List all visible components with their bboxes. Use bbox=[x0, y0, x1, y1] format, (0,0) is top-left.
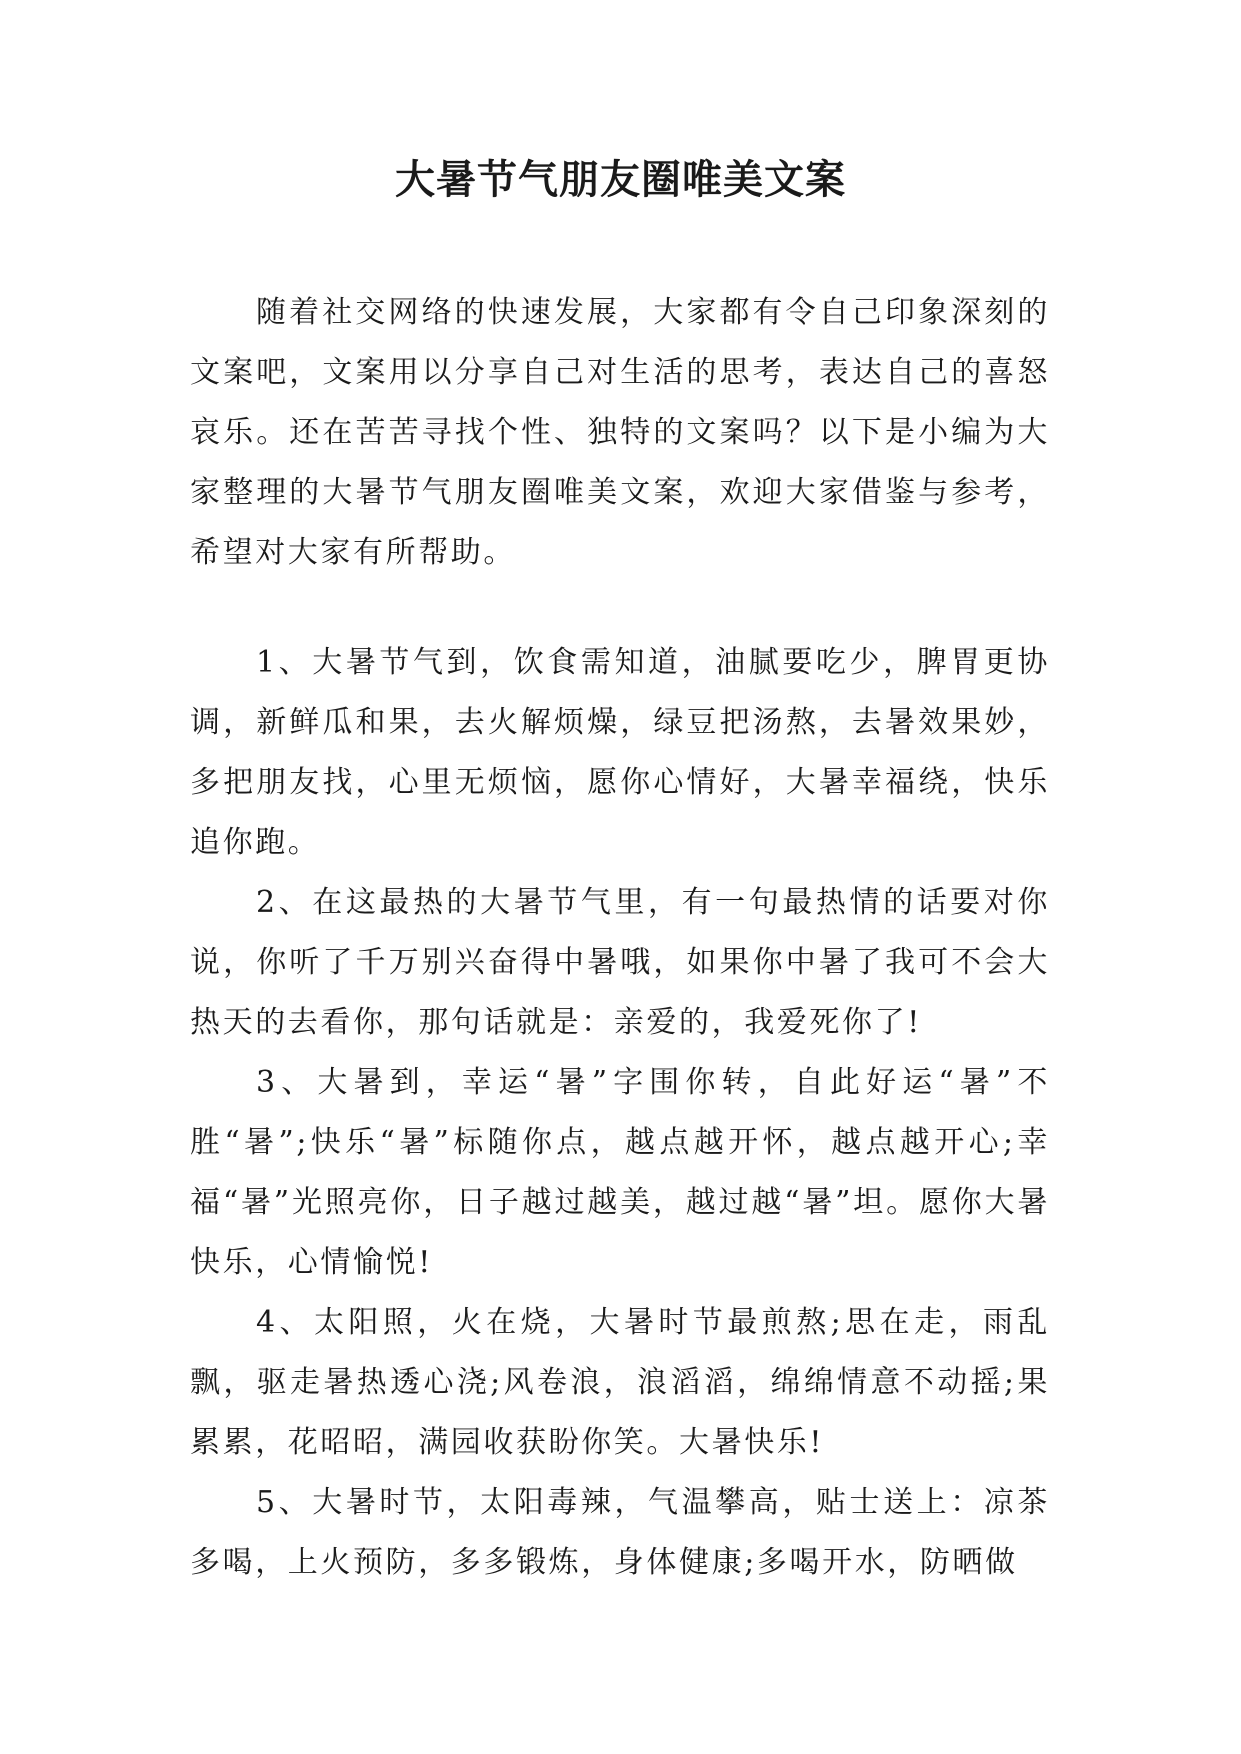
list-item-2: 2、在这最热的大暑节气里，有一句最热情的话要对你说，你听了千万别兴奋得中暑哦，如果你中暑了我可不会大热天的去看你，那句话就是：亲爱的，我爱死你了! bbox=[190, 885, 1050, 1040]
page-title: 大暑节气朋友圈唯美文案 bbox=[395, 157, 846, 203]
list-item-4: 4、太阳照，火在烧，大暑时节最煎熬;思在走，雨乱飘，驱走暑热透心浇;风卷浪，浪滔滔，绵绵情意不动摇;果累累，花昭昭，满园收获盼你笑。大暑快乐! bbox=[190, 1305, 1050, 1460]
list-item-3: 3、大暑到，幸运“暑”字围你转，自此好运“暑”不胜“暑”;快乐“暑”标随你点，越点越开怀，越点越开心;幸福“暑”光照亮你，日子越过越美，越过越“暑”坦。愿你大暑快乐，心情愉悦! bbox=[190, 1065, 1050, 1280]
list-item-5: 5、大暑时节，太阳毒辣，气温攀高，贴士送上：凉茶多喝，上火预防，多多锻炼，身体健康;多喝开水，防晒做 bbox=[190, 1485, 1050, 1580]
list-item-1: 1、大暑节气到，饮食需知道，油腻要吃少，脾胃更协调，新鲜瓜和果，去火解烦燥，绿豆把汤熬，去暑效果妙，多把朋友找，心里无烦恼，愿你心情好，大暑幸福绕，快乐追你跑。 bbox=[190, 645, 1050, 860]
intro-paragraph: 随着社交网络的快速发展，大家都有令自己印象深刻的文案吧，文案用以分享自己对生活的思考，表达自己的喜怒哀乐。还在苦苦寻找个性、独特的文案吗？以下是小编为大家整理的大暑节气朋友圈唯美文案，欢迎大家借鉴与参考，希望对大家有所帮助。 bbox=[190, 295, 1050, 570]
